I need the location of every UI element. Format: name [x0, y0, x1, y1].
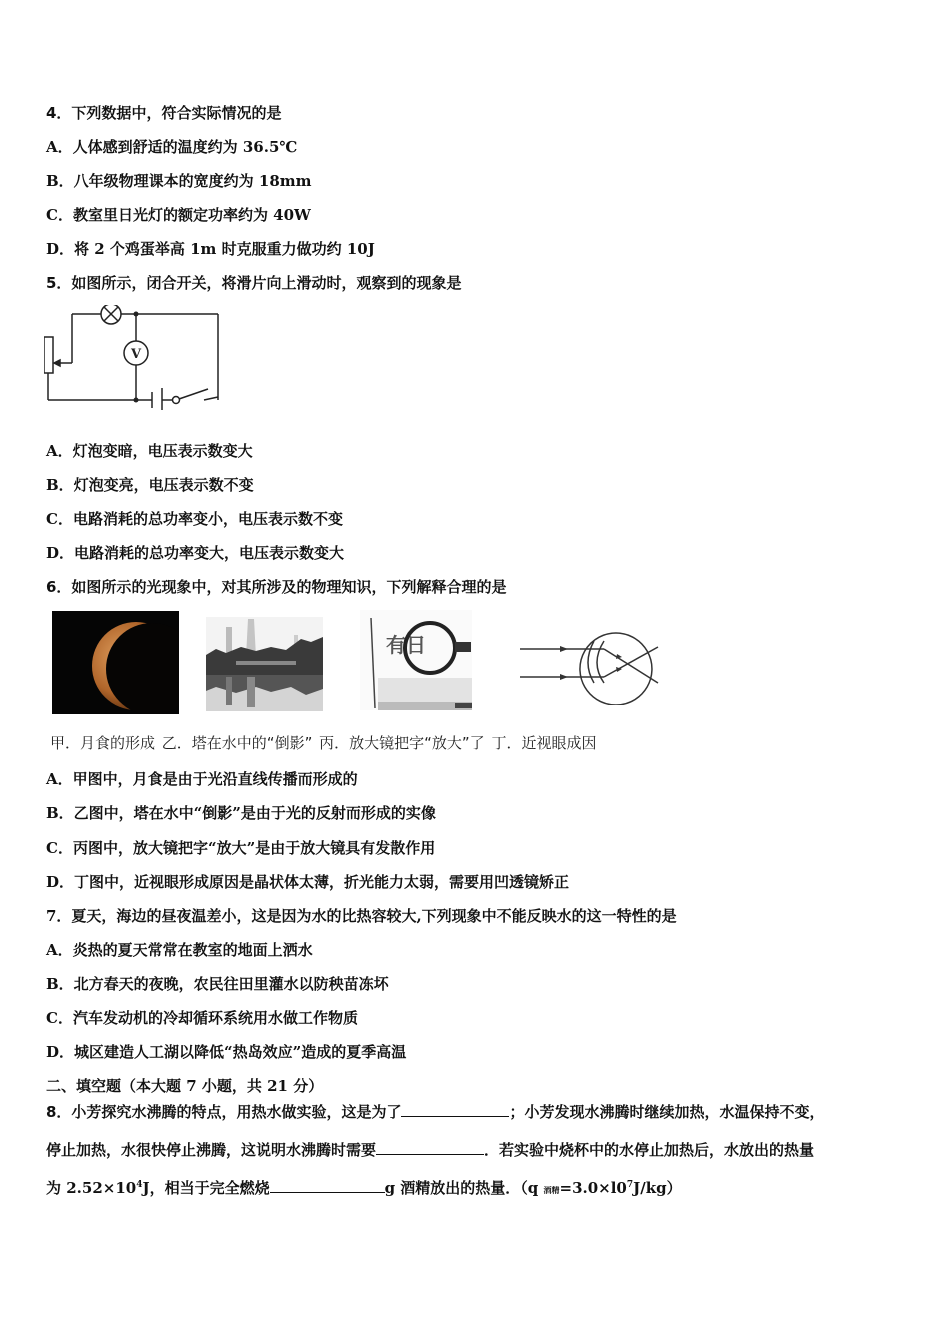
q4-option-a: A．人体感到舒适的温度约为 36.5℃ [46, 138, 298, 156]
battery-icon [152, 388, 162, 410]
q7-option-c: C．汽车发动机的冷却循环系统用水做工作物质 [46, 1009, 358, 1027]
q8-blank-1[interactable] [401, 1102, 509, 1117]
q4-option-b: B．八年级物理课本的宽度约为 18mm [46, 172, 312, 190]
q6-option-b: B．乙图中，塔在水中“倒影”是由于光的反射而形成的实像 [46, 804, 436, 822]
q4-option-d: D．将 2 个鸡蛋举高 1m 时克服重力做功约 10J [46, 240, 375, 258]
q5-option-a: A．灯泡变暗，电压表示数变大 [46, 442, 253, 460]
q5-option-d: D．电路消耗的总功率变大，电压表示数变大 [46, 544, 345, 562]
lunar-eclipse-photo [52, 611, 179, 714]
q7-stem: 7．夏天，海边的昼夜温差小，这是因为水的比热容较大,下列现象中不能反映水的这一特性的是 [46, 907, 677, 925]
section-title: 二、填空题（本大题 7 小题，共 21 分） [46, 1077, 324, 1095]
q5-stem: 5．如图所示，闭合开关，将滑片向上滑动时，观察到的现象是 [46, 274, 462, 292]
q7-option-b: B．北方春天的夜晚，农民往田里灌水以防秧苗冻坏 [46, 975, 389, 993]
figure-captions [50, 732, 596, 753]
q6-option-c: C．丙图中，放大镜把字“放大”是由于放大镜具有发散作用 [46, 839, 436, 857]
q5-option-b: B．灯泡变亮，电压表示数不变 [46, 476, 254, 494]
q8-line-2: 停止加热，水很快停止沸腾，这说明水沸腾时需要 ．若实验中烧杯中的水停止加热后，水放出的热量 [46, 1141, 815, 1159]
voltmeter-icon [124, 341, 148, 365]
switch-icon [173, 389, 209, 404]
q6-stem: 6．如图所示的光现象中，对其所涉及的物理知识，下列解释合理的是 [46, 578, 507, 596]
q6-option-a: A．甲图中，月食是由于光沿直线传播而形成的 [46, 770, 358, 788]
myopia-eye-diagram [518, 625, 660, 705]
q5-option-c: C．电路消耗的总功率变小，电压表示数不变 [46, 510, 343, 528]
caption-ding: 丁．近视眼成因 [491, 734, 597, 752]
caption-jia: 甲．月食的形成 [50, 734, 156, 752]
q4-stem: 4．下列数据中，符合实际情况的是 [46, 104, 282, 122]
q8-line-1: 8．小芳探究水沸腾的特点，用热水做实验，这是为了 ；小芳发现水沸腾时继续加热，水温保持不变， [46, 1103, 825, 1121]
q8-blank-3[interactable] [270, 1178, 385, 1193]
caption-yi: 乙．塔在水中的“倒影” [161, 734, 313, 752]
caption-bing: 丙．放大镜把字“放大”了 [319, 734, 485, 752]
circuit-diagram [44, 305, 224, 410]
svg-text:有日: 有日 [386, 633, 426, 657]
q4-option-c: C．教室里日光灯的额定功率约为 40W [46, 206, 311, 224]
magnifier-photo [360, 610, 472, 710]
q7-option-d: D．城区建造人工湖以降低“热岛效应”造成的夏季高温 [46, 1043, 407, 1061]
svg-text:V: V [130, 347, 142, 362]
q8-blank-2[interactable] [376, 1140, 484, 1155]
q6-option-d: D．丁图中，近视眼形成原因是晶状体太薄，折光能力太弱，需要用凹透镜矫正 [46, 873, 570, 891]
rheostat-icon [44, 337, 72, 373]
q7-option-a: A．炎热的夏天常常在教室的地面上洒水 [46, 941, 313, 959]
lamp-icon [101, 305, 121, 324]
tower-reflection-photo [206, 617, 323, 711]
q8-line-3: 为 $2.52\times 10^4J$，相当于完全燃烧 g 酒精放出的热量．（q 酒精$=3.0\times l0^7J/kg$） [46, 1179, 682, 1197]
